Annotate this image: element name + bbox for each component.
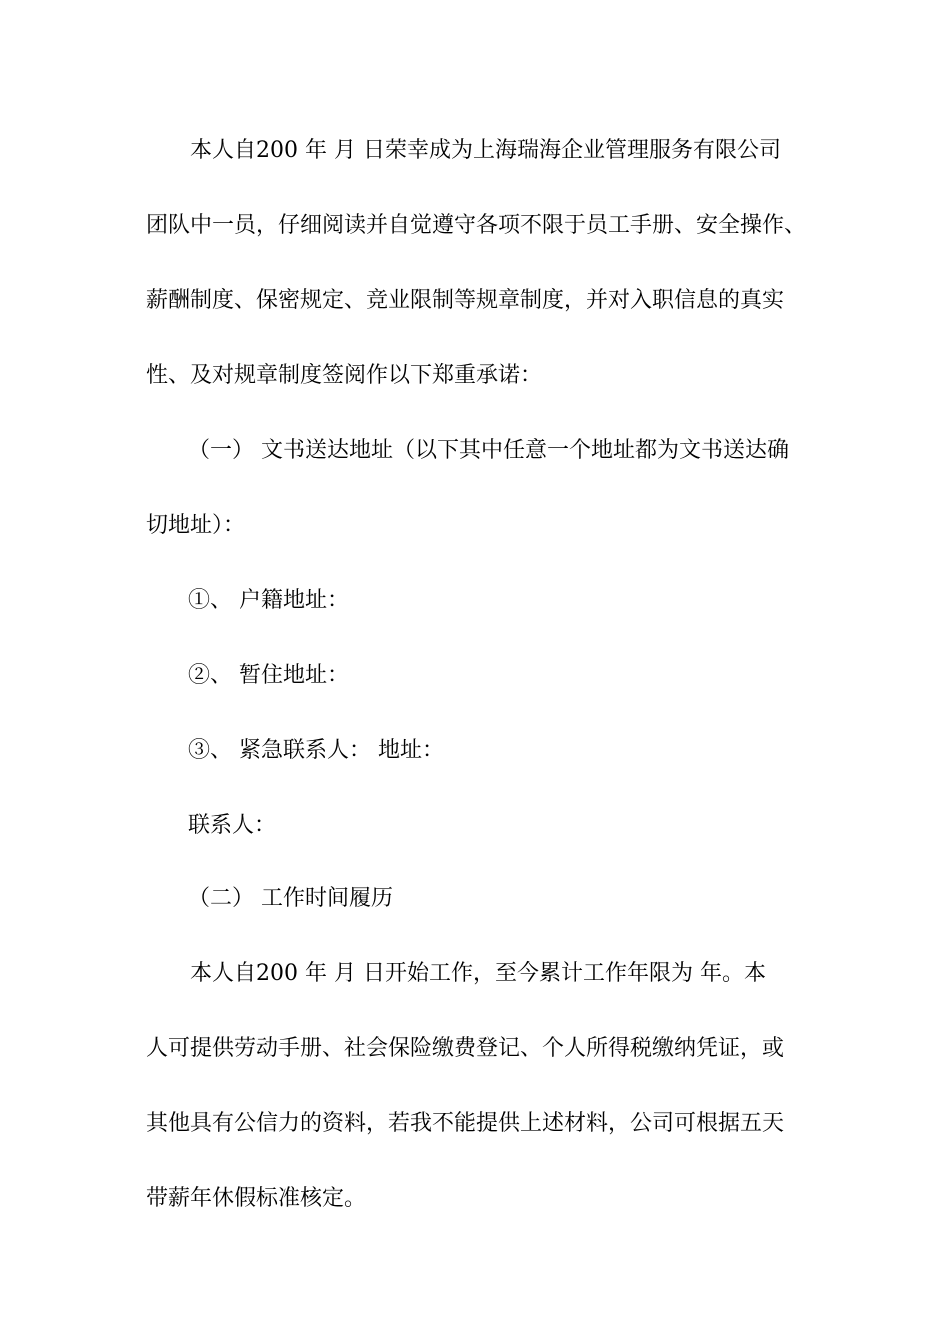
paragraph-line: 其他具有公信力的资料，若我不能提供上述材料，公司可根据五天 <box>146 1111 785 1136</box>
section-heading-two: （二） 工作时间履历 <box>188 886 393 911</box>
paragraph-line: 本人自200 年 月 日荣幸成为上海瑞海企业管理服务有限公司 <box>190 138 781 163</box>
section-heading-one: （一） 文书送达地址（以下其中任意一个地址都为文书送达确 <box>188 438 789 463</box>
contact-person-line: 联系人： <box>188 813 277 838</box>
paragraph-line: 薪酬制度、保密规定、竞业限制等规章制度，并对入职信息的真实 <box>146 288 785 313</box>
paragraph-line: 本人自200 年 月 日开始工作，至今累计工作年限为 年。本 <box>190 961 766 986</box>
paragraph-line: 切地址）： <box>146 513 246 538</box>
paragraph-line: 人可提供劳动手册、社会保险缴费登记、个人所得税缴纳凭证，或 <box>146 1036 785 1061</box>
paragraph-line: 带薪年休假标准核定。 <box>146 1186 367 1211</box>
address-item-household: ①、 户籍地址： <box>188 588 349 613</box>
paragraph-line: 团队中一员，仔细阅读并自觉遵守各项不限于员工手册、安全操作、 <box>146 213 807 238</box>
address-item-emergency: ③、 紧急联系人： 地址： <box>188 738 444 763</box>
paragraph-line: 性、及对规章制度签阅作以下郑重承诺： <box>146 363 543 388</box>
address-item-temporary: ②、 暂住地址： <box>188 663 349 688</box>
